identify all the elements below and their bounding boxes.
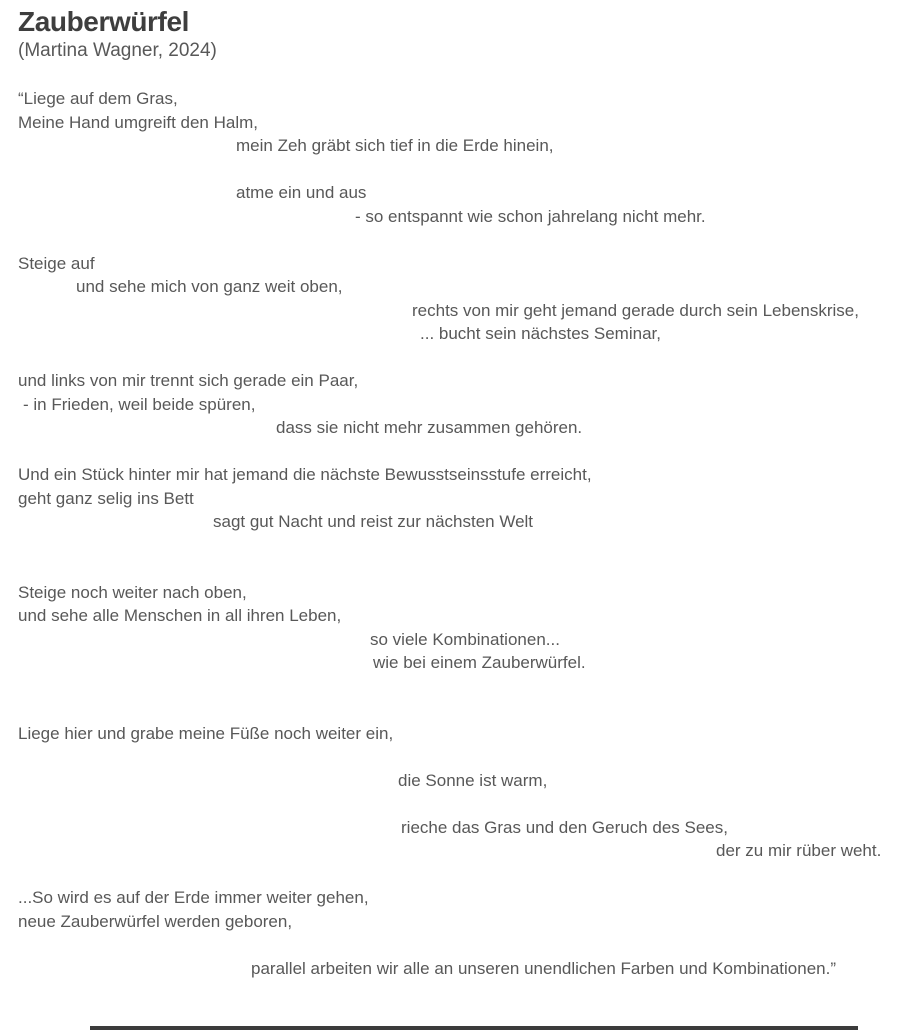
poem-blank-line xyxy=(18,440,904,464)
poem-line: und sehe mich von ganz weit oben, xyxy=(76,277,343,296)
poem-blank-line xyxy=(18,557,904,581)
poem-line: ...So wird es auf der Erde immer weiter gehen, xyxy=(18,888,369,907)
poem-line: Steige noch weiter nach oben, xyxy=(18,582,247,602)
poem-blank-line xyxy=(18,933,904,957)
poem-line: rechts von mir geht jemand gerade durch sein Lebenskrise, xyxy=(412,300,859,320)
poem-line: geht ganz selig ins Bett xyxy=(18,488,194,508)
poem-blank-line xyxy=(18,158,904,182)
poem-blank-line xyxy=(18,745,904,769)
poem-blank-line xyxy=(18,863,904,887)
poem-byline: (Martina Wagner, 2024) xyxy=(18,40,217,61)
poem-line: parallel arbeiten wir alle an unseren unendlichen Farben und Kombinationen.” xyxy=(251,958,836,978)
poem-line: rieche das Gras und den Geruch des Sees, xyxy=(401,817,728,837)
poem-line: mein Zeh gräbt sich tief in die Erde hinein, xyxy=(236,136,554,155)
poem-line: “Liege auf dem Gras, xyxy=(18,89,178,108)
poem-line: ... bucht sein nächstes Seminar, xyxy=(420,324,661,343)
poem-line: dass sie nicht mehr zusammen gehören. xyxy=(276,418,583,437)
poem-line: Liege hier und grabe meine Füße noch weiter ein, xyxy=(18,723,394,743)
poem xyxy=(18,87,904,980)
poem-blank-line xyxy=(18,792,904,816)
poem-blank-line xyxy=(18,698,904,722)
poem-line: die Sonne ist warm, xyxy=(398,770,548,790)
poem-blank-line xyxy=(18,534,904,558)
poem-line: - in Frieden, weil beide spüren, xyxy=(23,394,256,414)
poem-line: atme ein und aus xyxy=(236,183,367,202)
poem-line: neue Zauberwürfel werden geboren, xyxy=(18,911,293,931)
poem-line: und links von mir trennt sich gerade ein Paar, xyxy=(18,371,359,390)
poem-line: Steige auf xyxy=(18,253,95,273)
poem-line: so viele Kombinationen... xyxy=(370,629,560,649)
poem-line: wie bei einem Zauberwürfel. xyxy=(373,653,586,672)
poem-title: Zauberwürfel xyxy=(18,6,190,37)
poem-blank-line xyxy=(18,675,904,699)
poem-line: der zu mir rüber weht. xyxy=(716,841,882,860)
bottom-bar xyxy=(90,1026,858,1030)
poem-line: sagt gut Nacht und reist zur nächsten Welt xyxy=(213,512,534,531)
poem-blank-line xyxy=(18,228,904,252)
poem-line: Meine Hand umgreift den Halm, xyxy=(18,112,259,132)
poem-line: und sehe alle Menschen in all ihren Leben, xyxy=(18,606,342,625)
poem-blank-line xyxy=(18,346,904,370)
poem-line: - so entspannt wie schon jahrelang nicht mehr. xyxy=(355,206,706,226)
poem-line: Und ein Stück hinter mir hat jemand die nächste Bewusstseinsstufe erreicht, xyxy=(18,465,592,484)
